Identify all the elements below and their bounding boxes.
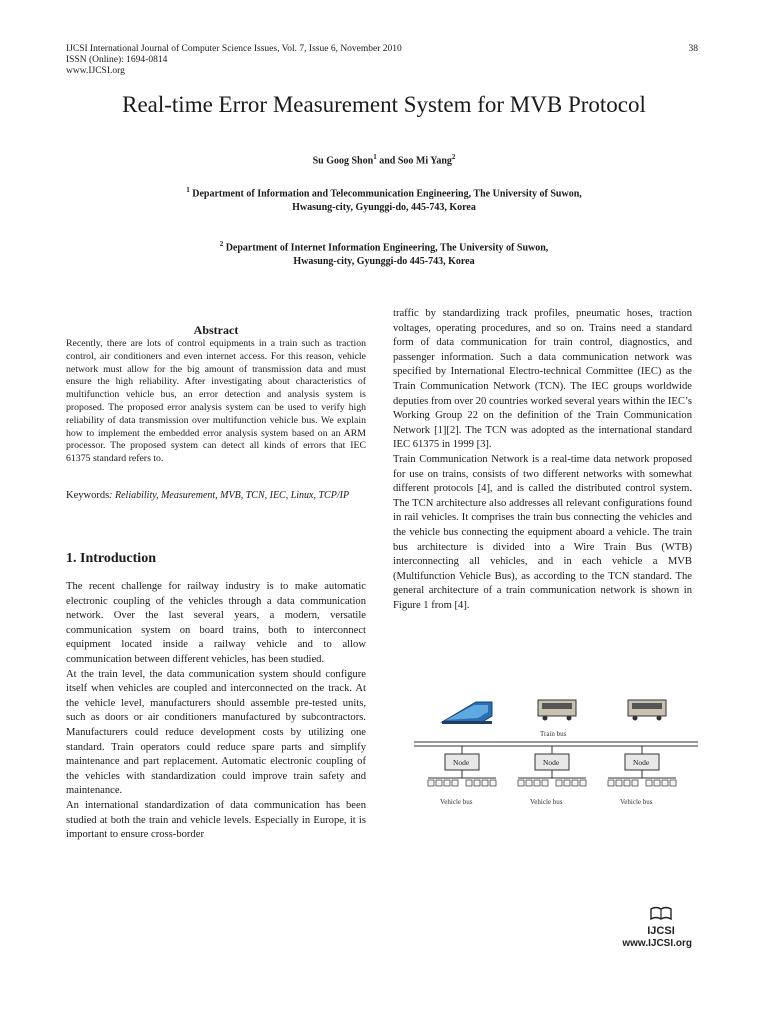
column-2-body	[393, 307, 692, 613]
author-line	[0, 153, 768, 166]
figure-tcn-architecture	[412, 692, 700, 817]
col2-paragraph: traffic by standardizing track profiles, pneumatic hoses, traction voltages, operating procedures, and so on. Trains need a standard form of data communication for train control, diagnostics, and passenger information. Such a data communication network was specified by International Electro-technical Committee (IEC) as the Train Communication Network (TCN). The IEC groups worldwide deputies from over 20 countries worked several years within the IEC’s Working Group 22 on the definition of the Train Communication Network [1][2]. The TCN was adopted as the international standard IEC 61375 in 1999 [3].	[393, 308, 692, 451]
affiliation-1-line1: Department of Information and Telecommunication Engineering, The University of Suwon,	[189, 188, 582, 200]
affiliation-1-sup: 1	[186, 186, 190, 194]
journal-header	[66, 44, 402, 77]
vehicle-bus-label: Vehicle bus	[530, 798, 563, 806]
vehicle-bus-label: Vehicle bus	[440, 798, 473, 806]
keywords-label: Keywords	[66, 490, 110, 501]
node-1	[445, 746, 479, 770]
keywords-list: : Reliability, Measurement, MVB, TCN, IEC, Linux, TCP/IP	[109, 490, 350, 501]
intro-paragraph: An international standardization of data communication has been studied at both the train and vehicle levels. Especially in Europe, it is important to ensure cross-border	[66, 799, 366, 841]
book-icon	[650, 906, 672, 920]
logo-text: IJCSI	[647, 925, 675, 937]
journal-header-line3: www.IJCSI.org	[66, 66, 125, 76]
paper-title: Real-time Error Measurement System for MVB Protocol	[122, 92, 646, 117]
keywords	[66, 489, 366, 502]
affiliation-1	[0, 183, 768, 215]
affiliation-2-line1: Department of Internet Information Engineering, The University of Suwon,	[223, 242, 549, 254]
locomotive-icon	[442, 702, 492, 724]
intro-paragraph: At the train level, the data communication system should configure itself when vehicles are coupled and interconnected on the track. At the vehicle level, manufacturers should assemble pre-tested units, such as doors or air conditioners manufactured by subcontractors. Manufacturers could reduce development costs by utilizing one standard. Train operators could reduce spare parts and simplify maintenance and part replacement. Automatic electronic coupling of the vehicles with standardization could improve train safety and maintenance.	[66, 668, 366, 797]
col2-paragraph: Train Communication Network is a real-time data network proposed for use on trains, consists of two different networks with somewhat different protocols [4], and is called the distributed control system. The TCN architecture also addresses all relevant configurations found in rail vehicles. It comprises the train bus connecting the vehicles and the vehicle bus connecting the equipment aboard a vehicle. The train bus architecture is divided into a Wire Train Bus (WTB) interconnecting all vehicles, and in each vehicle a MVB (Multifunction Vehicle Bus), as according to the TCN standard. The general architecture of a train communication network is shown in Figure 1 from [4].	[393, 453, 692, 611]
abstract-heading: Abstract	[193, 323, 239, 337]
affiliation-1-line2: Hwasung-city, Gyunggi-do, 445-743, Korea	[292, 202, 476, 214]
coach-icon	[628, 700, 666, 721]
node-label: Node	[543, 758, 560, 767]
vehicle-bus-group-3	[608, 770, 676, 806]
page-number: 38	[688, 44, 698, 54]
author-1: Su Goog Shon	[312, 155, 374, 167]
vehicle-bus-group-2	[518, 770, 586, 806]
footer-website: www.IJCSI.org	[622, 938, 692, 949]
node-3	[625, 746, 659, 770]
node-2	[535, 746, 569, 770]
vehicle-bus-label: Vehicle bus	[620, 798, 653, 806]
introduction-body	[66, 580, 366, 843]
author-2-sup: 2	[451, 153, 456, 161]
author-1-sup: 1	[373, 153, 377, 161]
abstract-text: Recently, there are lots of control equipments in a train such as traction control, air conditioners and even internet access. For this reason, vehicle network must allow for the big amount of transmission data and must ensure the high reliability. After investigating about characteristics of multifunction vehicle bus, an error detection and analysis system is proposed. The proposed error analysis system can be used to verify high reliability of data transmission over multifunction vehicle bus. We explain how to implement the embedded error analysis system based on an ARM processor. The proposed system can detect all kinds of errors that IEC 61375 standard refers to.	[66, 338, 366, 465]
node-label: Node	[633, 758, 650, 767]
affiliation-2-sup: 2	[219, 240, 224, 248]
author-connector: and	[376, 155, 398, 167]
journal-header-line1: IJCSI International Journal of Computer Science Issues, Vol. 7, Issue 6, November 2010	[66, 44, 402, 54]
author-2: Soo Mi Yang	[397, 155, 452, 167]
affiliation-2-line2: Hwasung-city, Gyunggi-do 445-743, Korea	[293, 256, 475, 268]
intro-paragraph: The recent challenge for railway industry is to make automatic electronic coupling of the vehicles through a data communication network. Over the last several years, a modern, versatile communication system on board trains, both to interconnect equipment located inside a railway vehicle and to allow communication between different vehicles, has been studied.	[66, 581, 366, 665]
ijcsi-logo	[626, 906, 696, 937]
coach-icon	[538, 700, 576, 721]
affiliation-2	[0, 237, 768, 269]
vehicle-bus-group-1	[428, 770, 496, 806]
train-bus-label: Train bus	[540, 730, 567, 738]
journal-header-line2: ISSN (Online): 1694-0814	[66, 55, 168, 65]
section-heading-introduction: 1. Introduction	[66, 551, 156, 566]
node-label: Node	[453, 758, 470, 767]
